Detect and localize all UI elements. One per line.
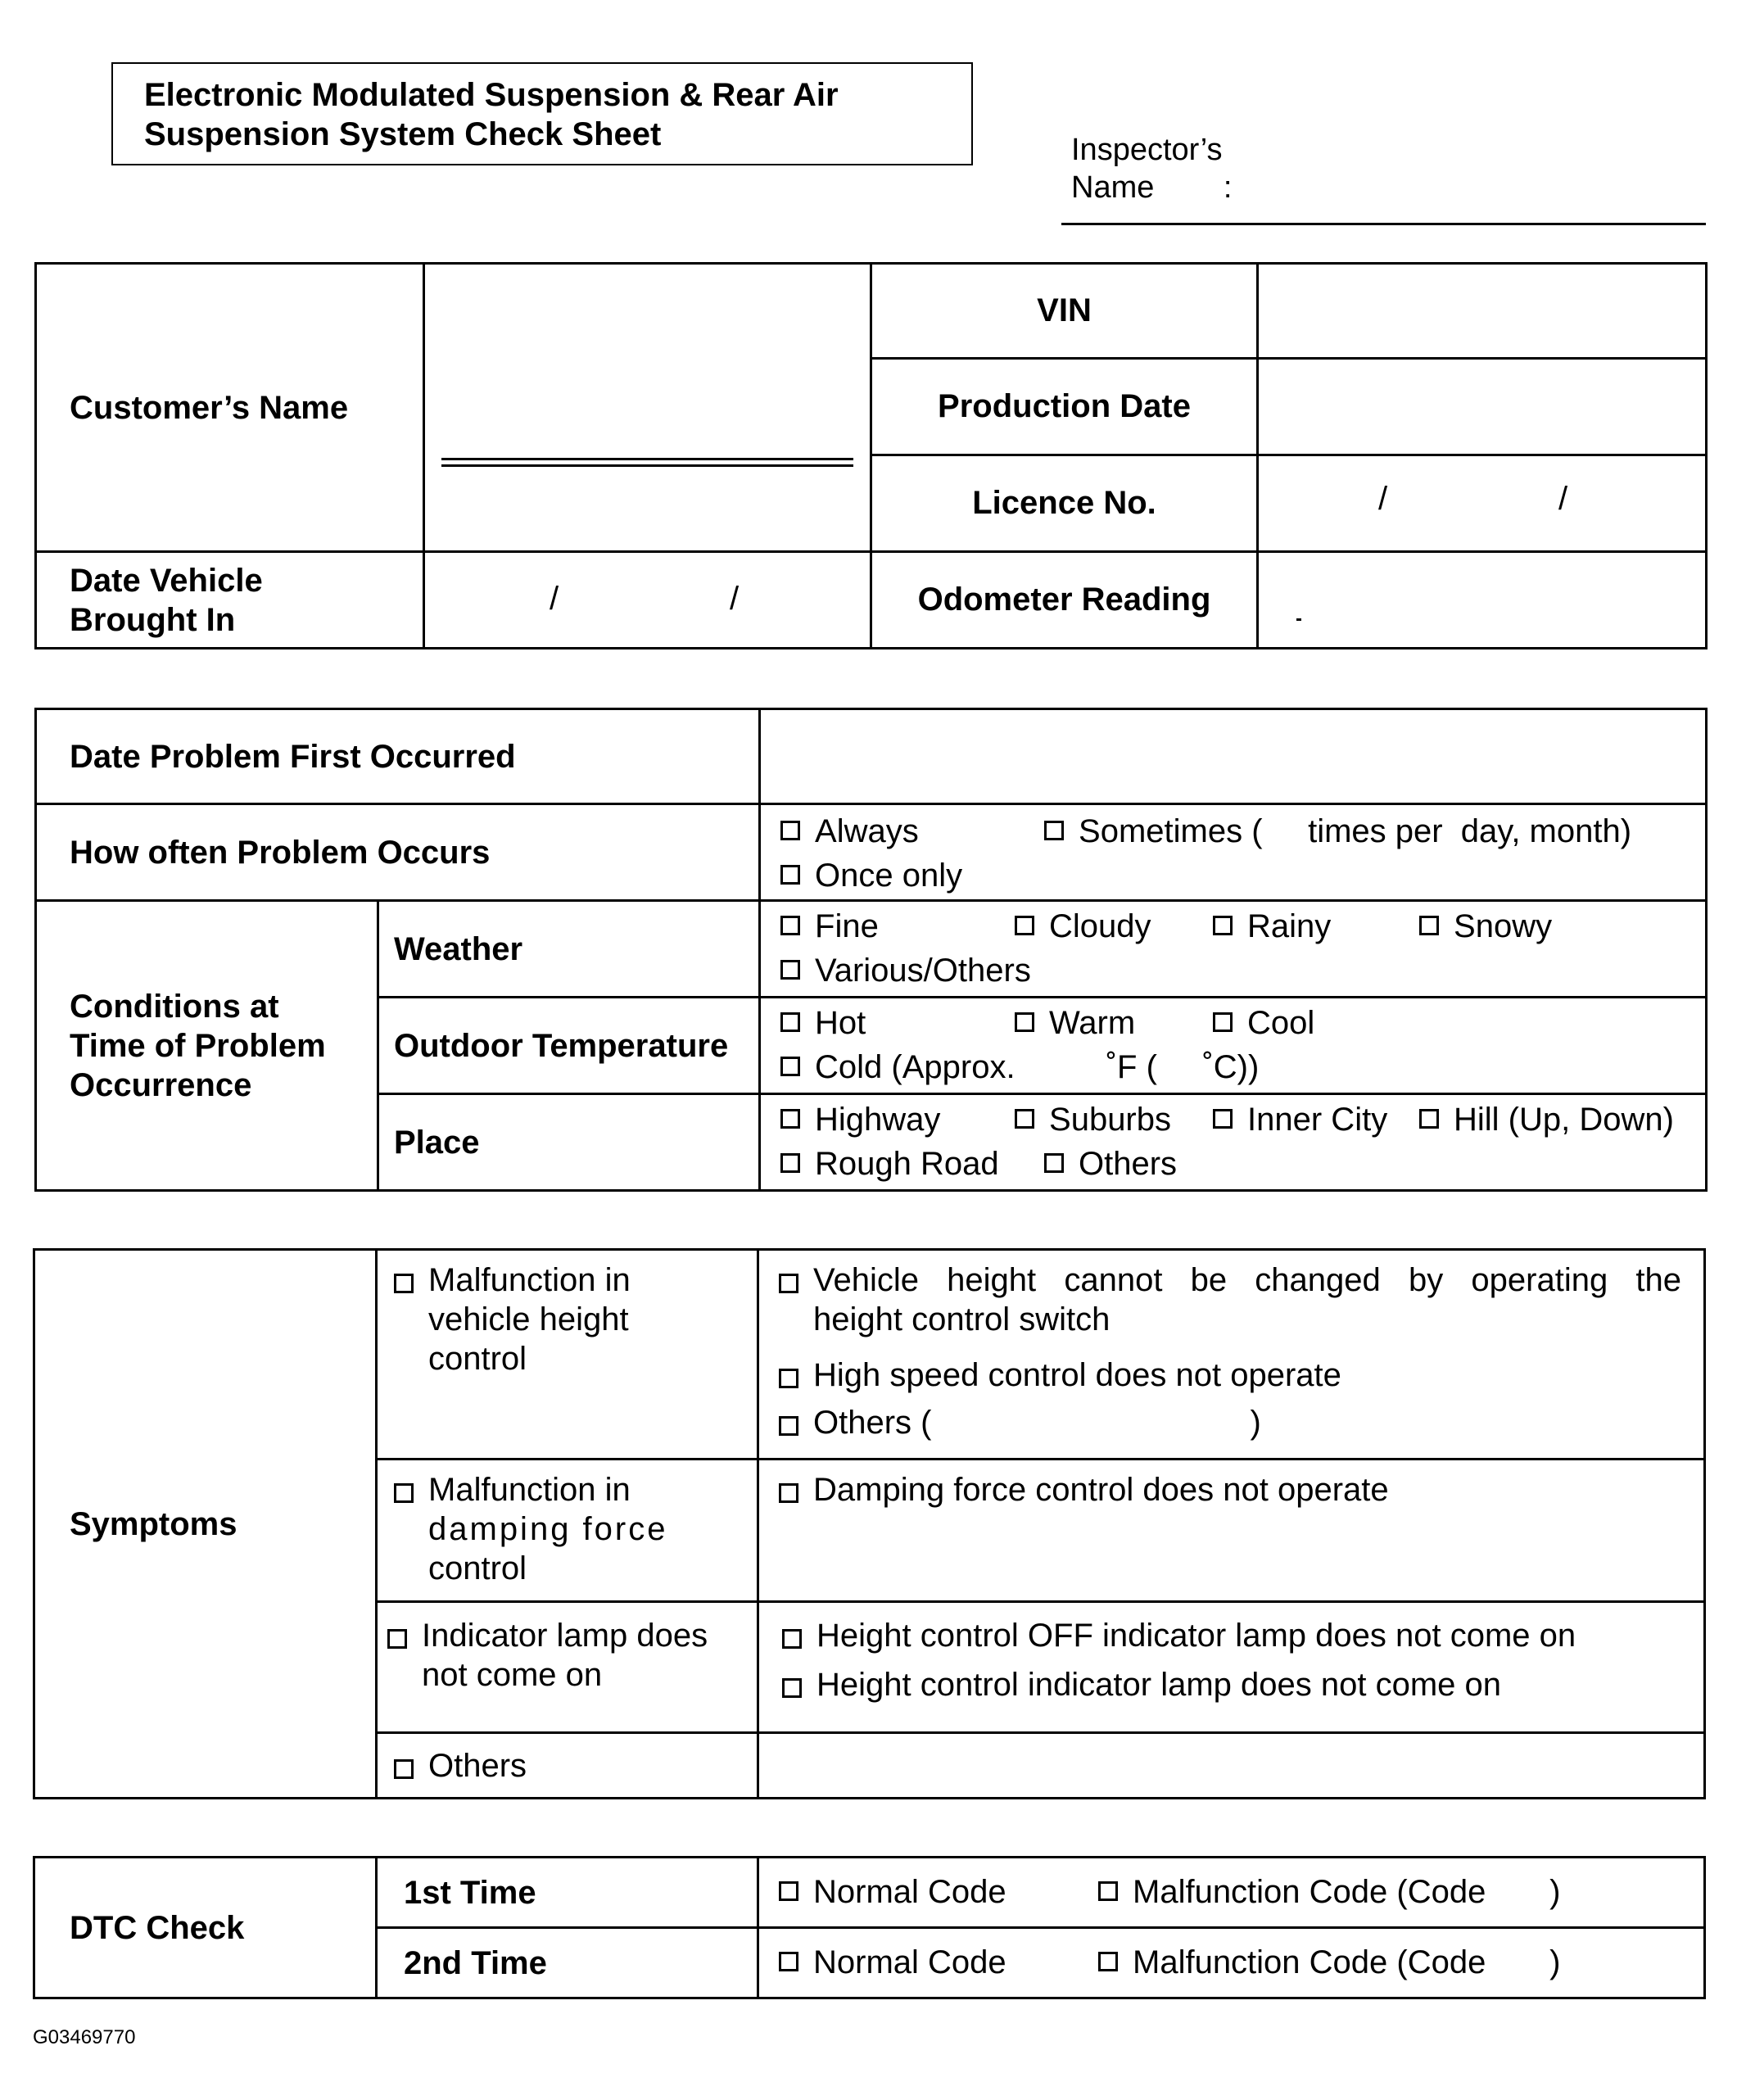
symptom-text-line: Vehicle height cannot be changed by operating the — [813, 1262, 1681, 1298]
checkbox-icon[interactable] — [394, 1759, 414, 1779]
option-label: Hot — [815, 1004, 866, 1041]
checkbox-icon[interactable] — [780, 1109, 800, 1129]
vin-label: VIN — [871, 264, 1258, 359]
checkbox-icon[interactable] — [1015, 1012, 1034, 1032]
symptom-damping-not-operate[interactable] — [779, 1470, 1687, 1509]
inspector-label-line2: Name : — [1071, 170, 1233, 205]
figure-id: G03469770 — [33, 2026, 136, 2048]
option-label: Once only — [815, 857, 963, 894]
checkbox-icon[interactable] — [782, 1678, 802, 1698]
problem-info-table — [34, 708, 1708, 1192]
place-options — [760, 1094, 1707, 1191]
option-label: Cool — [1247, 1004, 1315, 1041]
option-label: Malfunction Code (Code ) — [1133, 1873, 1561, 1910]
symptom-indicator-lamp[interactable] — [377, 1602, 758, 1733]
symptom-text: Others — [428, 1747, 527, 1784]
checkbox-icon[interactable] — [1419, 916, 1439, 935]
checkbox-icon[interactable] — [1098, 1881, 1118, 1901]
symptom-text: Damping force control does not operate — [813, 1472, 1389, 1508]
symptom-text-line: height control switch — [813, 1301, 1111, 1337]
weather-label: Weather — [378, 901, 760, 998]
option-rainy[interactable] — [1213, 905, 1331, 948]
date-separator: / — [730, 581, 740, 617]
option-label: Fine — [815, 907, 879, 944]
damping-control-details — [758, 1460, 1705, 1602]
option-sometimes[interactable] — [1044, 810, 1631, 853]
option-label: Rainy — [1247, 907, 1332, 944]
option-label: Normal Code — [813, 1944, 1006, 1980]
option-hill[interactable] — [1419, 1098, 1674, 1141]
checkbox-icon[interactable] — [780, 916, 800, 935]
checkbox-icon[interactable] — [780, 821, 800, 840]
option-label: Inner City — [1247, 1101, 1388, 1138]
date-first-occurred-field[interactable] — [760, 709, 1707, 804]
production-date-label: Production Date — [871, 359, 1258, 455]
date-brought-in-label-line2: Brought In — [70, 601, 236, 638]
option-warm[interactable] — [1015, 1002, 1135, 1044]
symptom-category-line: Malfunction in — [428, 1472, 631, 1508]
symptom-off-indicator-lamp[interactable] — [782, 1616, 1687, 1655]
symptoms-label: Symptoms — [34, 1250, 377, 1799]
height-control-details — [758, 1250, 1705, 1460]
option-label: Suburbs — [1049, 1101, 1171, 1138]
option-label: Cloudy — [1049, 907, 1151, 944]
option-normal-code-2nd[interactable] — [779, 1941, 1006, 1984]
conditions-label-line1: Conditions at — [70, 988, 279, 1025]
checkbox-icon[interactable] — [780, 1057, 800, 1076]
conditions-label-line3: Occurrence — [70, 1066, 252, 1103]
checkbox-icon[interactable] — [779, 1274, 798, 1293]
checkbox-icon[interactable] — [1044, 821, 1064, 840]
date-vehicle-brought-in-label — [36, 552, 424, 649]
licence-no-field[interactable] — [1258, 455, 1707, 552]
indicator-lamp-details — [758, 1602, 1705, 1733]
option-label: Various/Others — [815, 952, 1031, 989]
option-malfunction-code-1st[interactable] — [1098, 1871, 1560, 1913]
vin-field[interactable] — [1258, 264, 1707, 359]
symptom-category-line: Indicator lamp does — [422, 1618, 708, 1654]
sheet-title — [111, 62, 973, 165]
checkbox-icon[interactable] — [1015, 916, 1034, 935]
checkbox-icon[interactable] — [1044, 1153, 1064, 1173]
option-normal-code-1st[interactable] — [779, 1871, 1006, 1913]
checkbox-icon[interactable] — [779, 1952, 798, 1971]
symptom-category-line: not come on — [422, 1657, 603, 1693]
symptom-others-field[interactable] — [758, 1733, 1705, 1799]
symptom-others[interactable] — [377, 1733, 758, 1799]
symptom-height-cannot-change[interactable] — [779, 1260, 1687, 1339]
option-fine[interactable] — [780, 905, 879, 948]
checkbox-icon[interactable] — [780, 960, 800, 980]
sheet-title-line1: Electronic Modulated Suspension & Rear Air — [144, 77, 839, 113]
licence-no-label: Licence No. — [871, 455, 1258, 552]
checkbox-icon[interactable] — [387, 1629, 407, 1649]
option-once-only[interactable] — [780, 854, 962, 897]
option-label: Cold (Approx. ˚F ( ˚C)) — [815, 1048, 1260, 1085]
symptom-category-line: damping force — [428, 1511, 668, 1547]
conditions-label — [36, 901, 378, 1191]
option-place-others[interactable] — [1044, 1143, 1177, 1185]
vehicle-info-table — [34, 262, 1708, 649]
checkbox-icon[interactable] — [779, 1369, 798, 1388]
date-brought-in-field[interactable] — [424, 552, 871, 649]
symptom-height-control[interactable] — [377, 1250, 758, 1460]
checkbox-icon[interactable] — [780, 1153, 800, 1173]
symptom-text: Height control OFF indicator lamp does not come on — [816, 1618, 1576, 1654]
option-highway[interactable] — [780, 1098, 940, 1141]
inspector-name-field[interactable] — [1061, 223, 1706, 225]
option-label: Snowy — [1454, 907, 1553, 944]
date-separator: / — [1378, 481, 1388, 517]
option-always[interactable] — [780, 810, 919, 853]
dtc-second-time-options — [758, 1928, 1705, 1998]
date-first-occurred-label: Date Problem First Occurred — [36, 709, 760, 804]
inspector-name-label — [1071, 131, 1232, 206]
production-date-field[interactable] — [1258, 359, 1707, 455]
symptom-category-line: vehicle height — [428, 1301, 629, 1337]
checkbox-icon[interactable] — [1015, 1109, 1034, 1129]
option-label: Sometimes ( times per day, month) — [1079, 812, 1632, 849]
option-snowy[interactable] — [1419, 905, 1552, 948]
temperature-options — [760, 998, 1707, 1094]
dtc-first-time-options — [758, 1858, 1705, 1928]
option-label: Highway — [815, 1101, 941, 1138]
checkbox-icon[interactable] — [779, 1881, 798, 1901]
customer-name-field[interactable] — [424, 264, 871, 552]
option-inner-city[interactable] — [1213, 1098, 1387, 1141]
how-often-options — [760, 804, 1707, 901]
option-label: Always — [815, 812, 919, 849]
option-label: Rough Road — [815, 1145, 999, 1182]
option-suburbs[interactable] — [1015, 1098, 1171, 1141]
checkbox-icon[interactable] — [1213, 916, 1233, 935]
option-label: Warm — [1049, 1004, 1136, 1041]
checkbox-icon[interactable] — [1213, 1012, 1233, 1032]
symptom-text: High speed control does not operate — [813, 1357, 1341, 1393]
option-various-others[interactable] — [780, 949, 1031, 992]
odometer-field[interactable] — [1258, 552, 1707, 649]
conditions-label-line2: Time of Problem — [70, 1027, 326, 1064]
weather-options — [760, 901, 1707, 998]
dtc-second-time-label: 2nd Time — [377, 1928, 758, 1998]
checkbox-icon[interactable] — [779, 1483, 798, 1503]
odometer-label: Odometer Reading — [871, 552, 1258, 649]
checkbox-icon[interactable] — [394, 1274, 414, 1293]
checkbox-icon[interactable] — [782, 1629, 802, 1649]
customer-name-label: Customer’s Name — [36, 264, 424, 552]
option-label: Others — [1079, 1145, 1178, 1182]
checkbox-icon[interactable] — [780, 865, 800, 885]
option-cool[interactable] — [1213, 1002, 1314, 1044]
how-often-label: How often Problem Occurs — [36, 804, 760, 901]
checkbox-icon[interactable] — [1098, 1952, 1118, 1971]
symptom-indicator-lamp-not-on[interactable] — [782, 1665, 1687, 1704]
dtc-check-table — [33, 1856, 1706, 1999]
option-hot[interactable] — [780, 1002, 866, 1044]
symptom-high-speed-control[interactable] — [779, 1355, 1687, 1395]
option-rough-road[interactable] — [780, 1143, 999, 1185]
option-cold[interactable] — [780, 1046, 1259, 1088]
place-label: Place — [378, 1094, 760, 1191]
sheet-title-line2: Suspension System Check Sheet — [144, 116, 662, 152]
symptom-text: Others ( ) — [813, 1405, 1261, 1441]
checkbox-icon[interactable] — [780, 1012, 800, 1032]
date-separator: / — [1558, 481, 1568, 517]
symptoms-table — [33, 1248, 1706, 1799]
symptom-category-line: control — [428, 1341, 527, 1377]
checkbox-icon[interactable] — [394, 1483, 414, 1503]
symptom-text: Height control indicator lamp does not come on — [816, 1667, 1502, 1703]
option-cloudy[interactable] — [1015, 905, 1151, 948]
option-label: Normal Code — [813, 1873, 1006, 1910]
checkbox-icon[interactable] — [1419, 1109, 1439, 1129]
inspector-label-line1: Inspector’s — [1071, 133, 1223, 167]
symptom-damping-control[interactable] — [377, 1460, 758, 1602]
checkbox-icon[interactable] — [1213, 1109, 1233, 1129]
checkbox-icon[interactable] — [779, 1416, 798, 1436]
symptom-category-line: control — [428, 1550, 527, 1586]
option-label: Malfunction Code (Code ) — [1133, 1944, 1561, 1980]
dtc-first-time-label: 1st Time — [377, 1858, 758, 1928]
date-separator: / — [550, 581, 559, 617]
symptom-category-line: Malfunction in — [428, 1262, 631, 1298]
outdoor-temperature-label: Outdoor Temperature — [378, 998, 760, 1094]
symptom-height-others[interactable] — [779, 1403, 1687, 1442]
option-malfunction-code-2nd[interactable] — [1098, 1941, 1560, 1984]
dtc-check-label: DTC Check — [34, 1858, 377, 1998]
option-label: Hill (Up, Down) — [1454, 1101, 1674, 1138]
date-brought-in-label-line1: Date Vehicle — [70, 562, 263, 599]
